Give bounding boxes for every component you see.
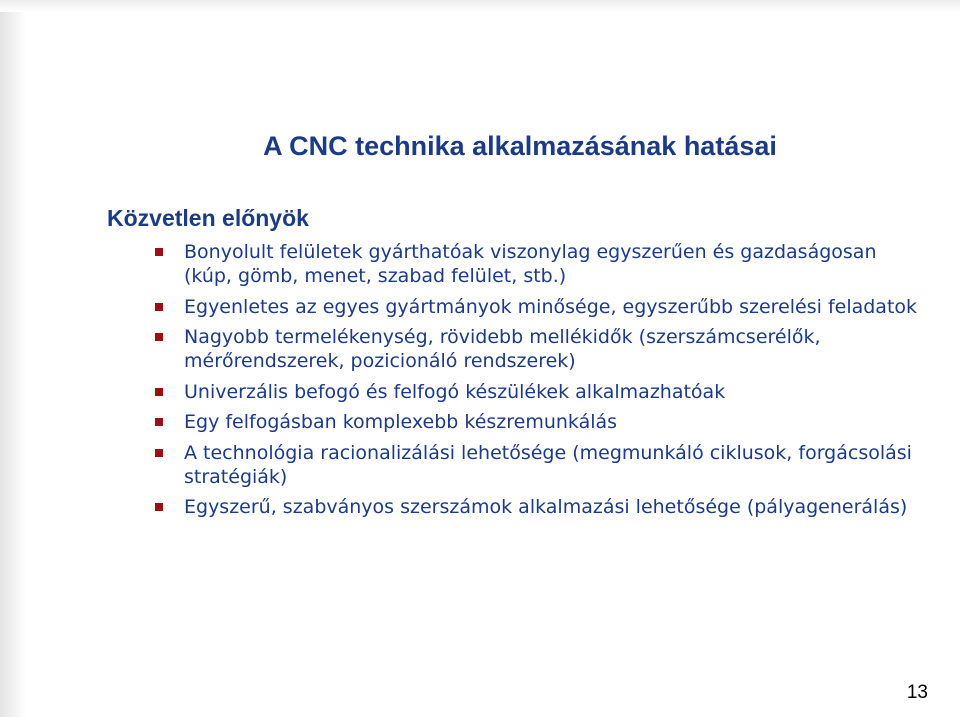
bullet-text: Egyszerű, szabványos szerszámok alkalmazási lehetősége (pályagenerálás) xyxy=(184,496,908,518)
square-bullet-icon xyxy=(155,503,163,511)
bullet-item xyxy=(0,380,924,404)
bullet-item xyxy=(0,240,924,288)
bullet-text: Egyenletes az egyes gyártmányok minősége, egyszerűbb szerelési feladatok xyxy=(184,295,918,318)
bullet-text: Egy felfogásban komplexebb készremunkálás xyxy=(184,411,618,433)
square-bullet-icon xyxy=(155,449,163,457)
bullet-text: Nagyobb termelékenység, rövidebb mellékidők (szerszámcserélők, mérőrendszerek, pozicionáló rendszerek) xyxy=(184,326,821,372)
slide-top-shadow xyxy=(0,0,960,12)
bullet-text: Bonyolult felületek gyárthatóak viszonylag egyszerűen és gazdaságosan (kúp, gömb, menet, szabad felület, stb.) xyxy=(184,241,877,287)
square-bullet-icon xyxy=(155,388,163,396)
square-bullet-icon xyxy=(155,248,163,256)
section-heading: Közvetlen előnyök xyxy=(107,205,309,231)
bullet-list xyxy=(0,240,960,526)
bullet-text: Univerzális befogó és felfogó készülékek alkalmazhatóak xyxy=(184,380,726,403)
square-bullet-icon xyxy=(155,303,163,311)
page-number: 13 xyxy=(906,682,928,703)
square-bullet-icon xyxy=(155,418,163,426)
bullet-item xyxy=(0,441,924,489)
bullet-item xyxy=(0,495,924,519)
slide-title: A CNC technika alkalmazásának hatásai xyxy=(263,131,777,161)
bullet-item xyxy=(0,295,924,319)
bullet-item xyxy=(0,325,924,373)
bullet-text: A technológia racionalizálási lehetősége (megmunkáló ciklusok, forgácsolási stratégiák) xyxy=(184,441,912,488)
bullet-item xyxy=(0,410,924,434)
square-bullet-icon xyxy=(155,333,163,341)
